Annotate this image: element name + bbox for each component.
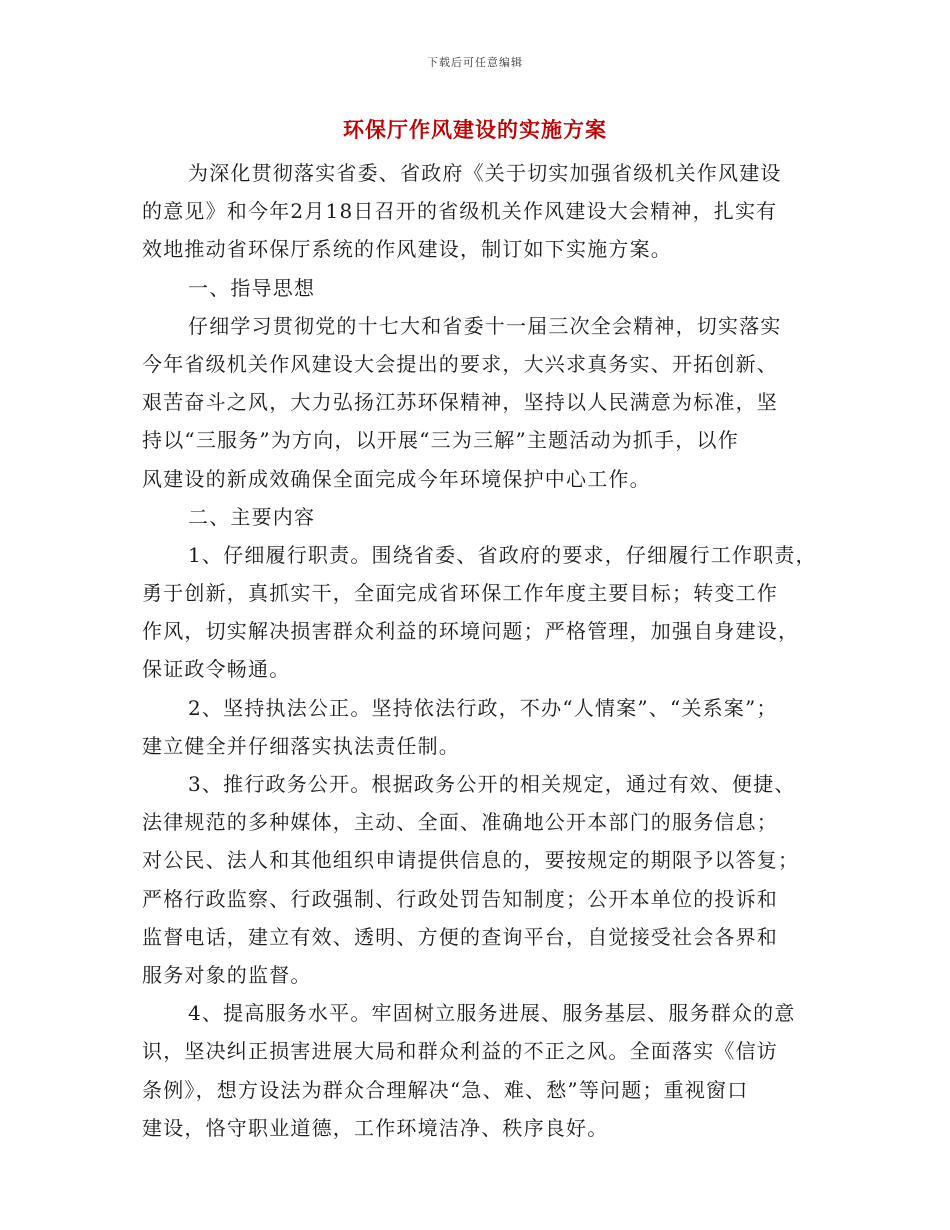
text-line: 严格行政监察、行政强制、行政处罚告知制度；公开本单位的投诉和 (142, 886, 778, 911)
text-line: 持以“三服务”为方向，以开展“三为三解”主题活动为抓手，以作 (142, 428, 739, 453)
text-line: 识，坚决纠正损害进展大局和群众利益的不正之风。全面落实《信访 (142, 1039, 778, 1064)
text-line: 服务对象的监督。 (142, 962, 312, 987)
text-line: 2、坚持执法公正。坚持依法行政，不办“人情案”、“关系案”； (188, 695, 778, 720)
text-line: 对公民、法人和其他组织申请提供信息的，要按规定的期限予以答复； (142, 848, 800, 873)
text-line: 作风，切实解决损害群众利益的环境问题；严格管理，加强自身建设， (142, 619, 800, 644)
text-line: 今年省级机关作风建设大会提出的要求，大兴求真务实、开拓创新、 (142, 351, 778, 376)
text-line: 保证政令畅通。 (142, 657, 291, 682)
text-line: 为深化贯彻落实省委、省政府《关于切实加强省级机关作风建设 (188, 161, 782, 185)
text-line: 建设，恪守职业道德，工作环境洁净、秩序良好。 (142, 1115, 609, 1140)
text-line: 仔细学习贯彻党的十七大和省委十一届三次全会精神，切实落实 (188, 313, 782, 338)
document-body (142, 154, 817, 1147)
text-line: 二、主要内容 (188, 504, 316, 529)
text-line: 效地推动省环保厅系统的作风建设，制订如下实施方案。 (142, 237, 672, 262)
header-note: 下载后可任意编辑 (427, 56, 523, 69)
text-line: 3、推行政务公开。根据政务公开的相关规定，通过有效、便捷、 (188, 772, 796, 796)
text-line: 风建设的新成效确保全面完成今年环境保护中心工作。 (142, 466, 651, 491)
text-line: 法律规范的多种媒体，主动、全面、准确地公开本部门的服务信息； (142, 810, 778, 835)
text-line: 监督电话，建立有效、透明、方便的查询平台，自觉接受社会各界和 (142, 924, 778, 949)
page-title: 环保厅作风建设的实施方案 (343, 118, 607, 142)
text-line: 4、提高服务水平。牢固树立服务进展、服务基层、服务群众的意 (188, 1001, 796, 1026)
text-line: 条例》，想方设法为群众合理解决“急、难、愁”等问题；重视窗口 (142, 1077, 749, 1102)
text-line: 建立健全并仔细落实执法责任制。 (142, 733, 460, 758)
text-line: 一、指导思想 (188, 275, 316, 300)
text-line: 1、仔细履行职责。围绕省委、省政府的要求，仔细履行工作职责， (188, 542, 817, 567)
text-line: 艰苦奋斗之风，大力弘扬江苏环保精神，坚持以人民满意为标准，坚 (142, 390, 778, 415)
text-line: 勇于创新，真抓实干，全面完成省环保工作年度主要目标；转变工作 (142, 581, 778, 606)
text-line: 的意见》和今年2月18日召开的省级机关作风建设大会精神，扎实有 (142, 199, 778, 224)
